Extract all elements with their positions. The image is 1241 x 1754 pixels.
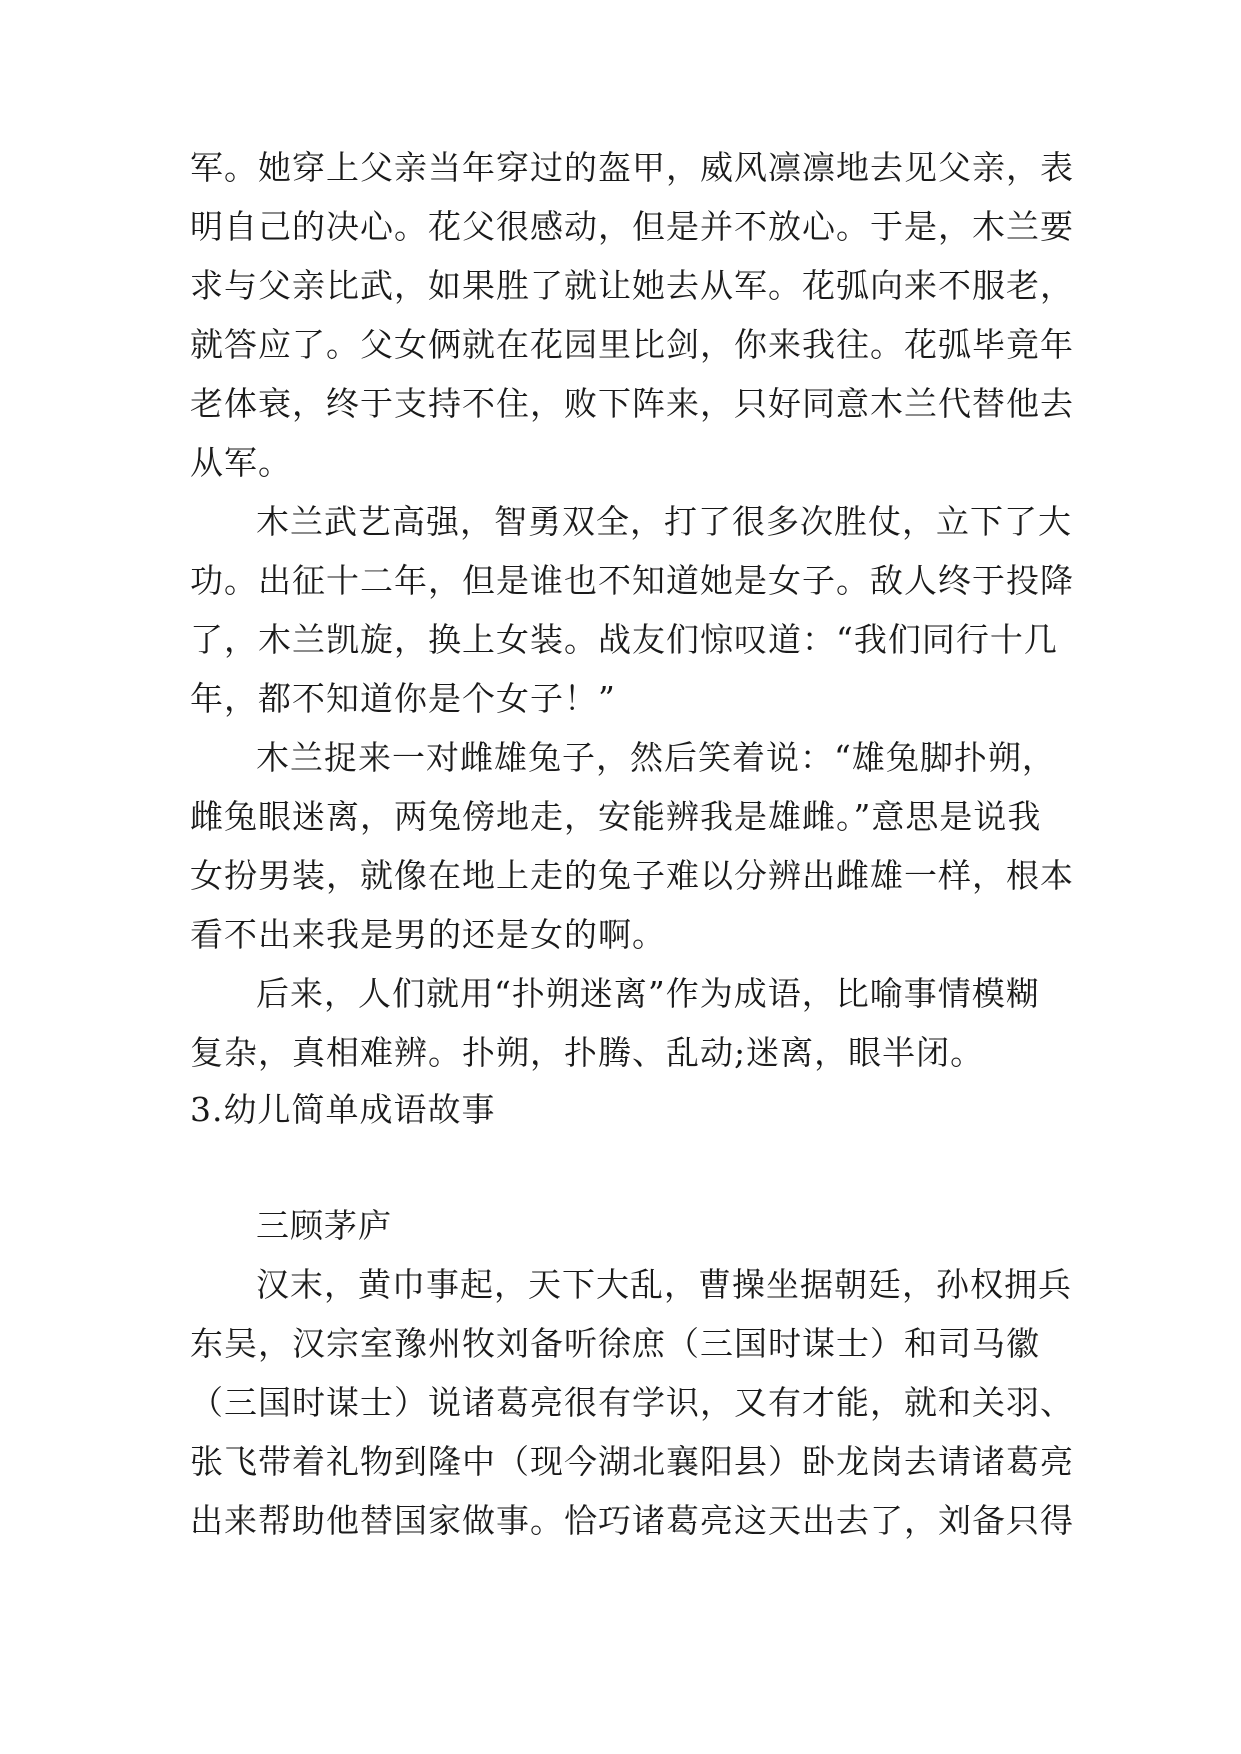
body-text-line: 木兰武艺高强，智勇双全，打了很多次胜仗，立下了大 [256, 502, 1072, 541]
body-text-line: （三国时谋士）说诸葛亮很有学识，又有才能，就和关羽、 [190, 1383, 1074, 1422]
body-text-line: 看不出来我是男的还是女的啊。 [190, 915, 666, 954]
body-text-line: 张飞带着礼物到隆中（现今湖北襄阳县）卧龙岗去请诸葛亮 [190, 1442, 1074, 1481]
body-text-line: 雌兔眼迷离，两兔傍地走，安能辨我是雄雌。”意思是说我 [190, 797, 1042, 836]
body-text-line: 功。出征十二年，但是谁也不知道她是女子。敌人终于投降 [190, 561, 1074, 600]
body-text-line: 木兰捉来一对雌雄兔子，然后笑着说：“雄兔脚扑朔， [256, 738, 1056, 777]
story-title: 三顾茅庐 [256, 1206, 392, 1245]
body-text-line: 女扮男装，就像在地上走的兔子难以分辨出雌雄一样，根本 [190, 856, 1074, 895]
body-text-line: 求与父亲比武，如果胜了就让她去从军。花弧向来不服老， [190, 266, 1074, 305]
body-text-line: 从军。 [190, 443, 292, 482]
body-text-line: 东吴，汉宗室豫州牧刘备听徐庶（三国时谋士）和司马徽 [190, 1324, 1040, 1363]
body-text-line: 明自己的决心。花父很感动，但是并不放心。于是，木兰要 [190, 207, 1074, 246]
body-text-line: 后来，人们就用“扑朔迷离”作为成语，比喻事情模糊 [256, 974, 1040, 1013]
body-text-line: 汉末，黄巾事起，天下大乱，曹操坐据朝廷，孙权拥兵 [256, 1265, 1072, 1304]
body-text-line: 军。她穿上父亲当年穿过的盔甲，威风凛凛地去见父亲，表 [190, 148, 1074, 187]
body-text-line: 老体衰，终于支持不住，败下阵来，只好同意木兰代替他去 [190, 384, 1074, 423]
section-heading: 3.幼儿简单成语故事 [190, 1090, 496, 1129]
body-text-line: 了，木兰凯旋，换上女装。战友们惊叹道：“我们同行十几 [190, 620, 1058, 659]
body-text-line: 就答应了。父女俩就在花园里比剑，你来我往。花弧毕竟年 [190, 325, 1074, 364]
body-text-line: 复杂，真相难辨。扑朔，扑腾、乱动;迷离，眼半闭。 [190, 1033, 985, 1072]
body-text-line: 出来帮助他替国家做事。恰巧诸葛亮这天出去了，刘备只得 [190, 1501, 1074, 1540]
body-text-line: 年，都不知道你是个女子！” [190, 679, 616, 718]
